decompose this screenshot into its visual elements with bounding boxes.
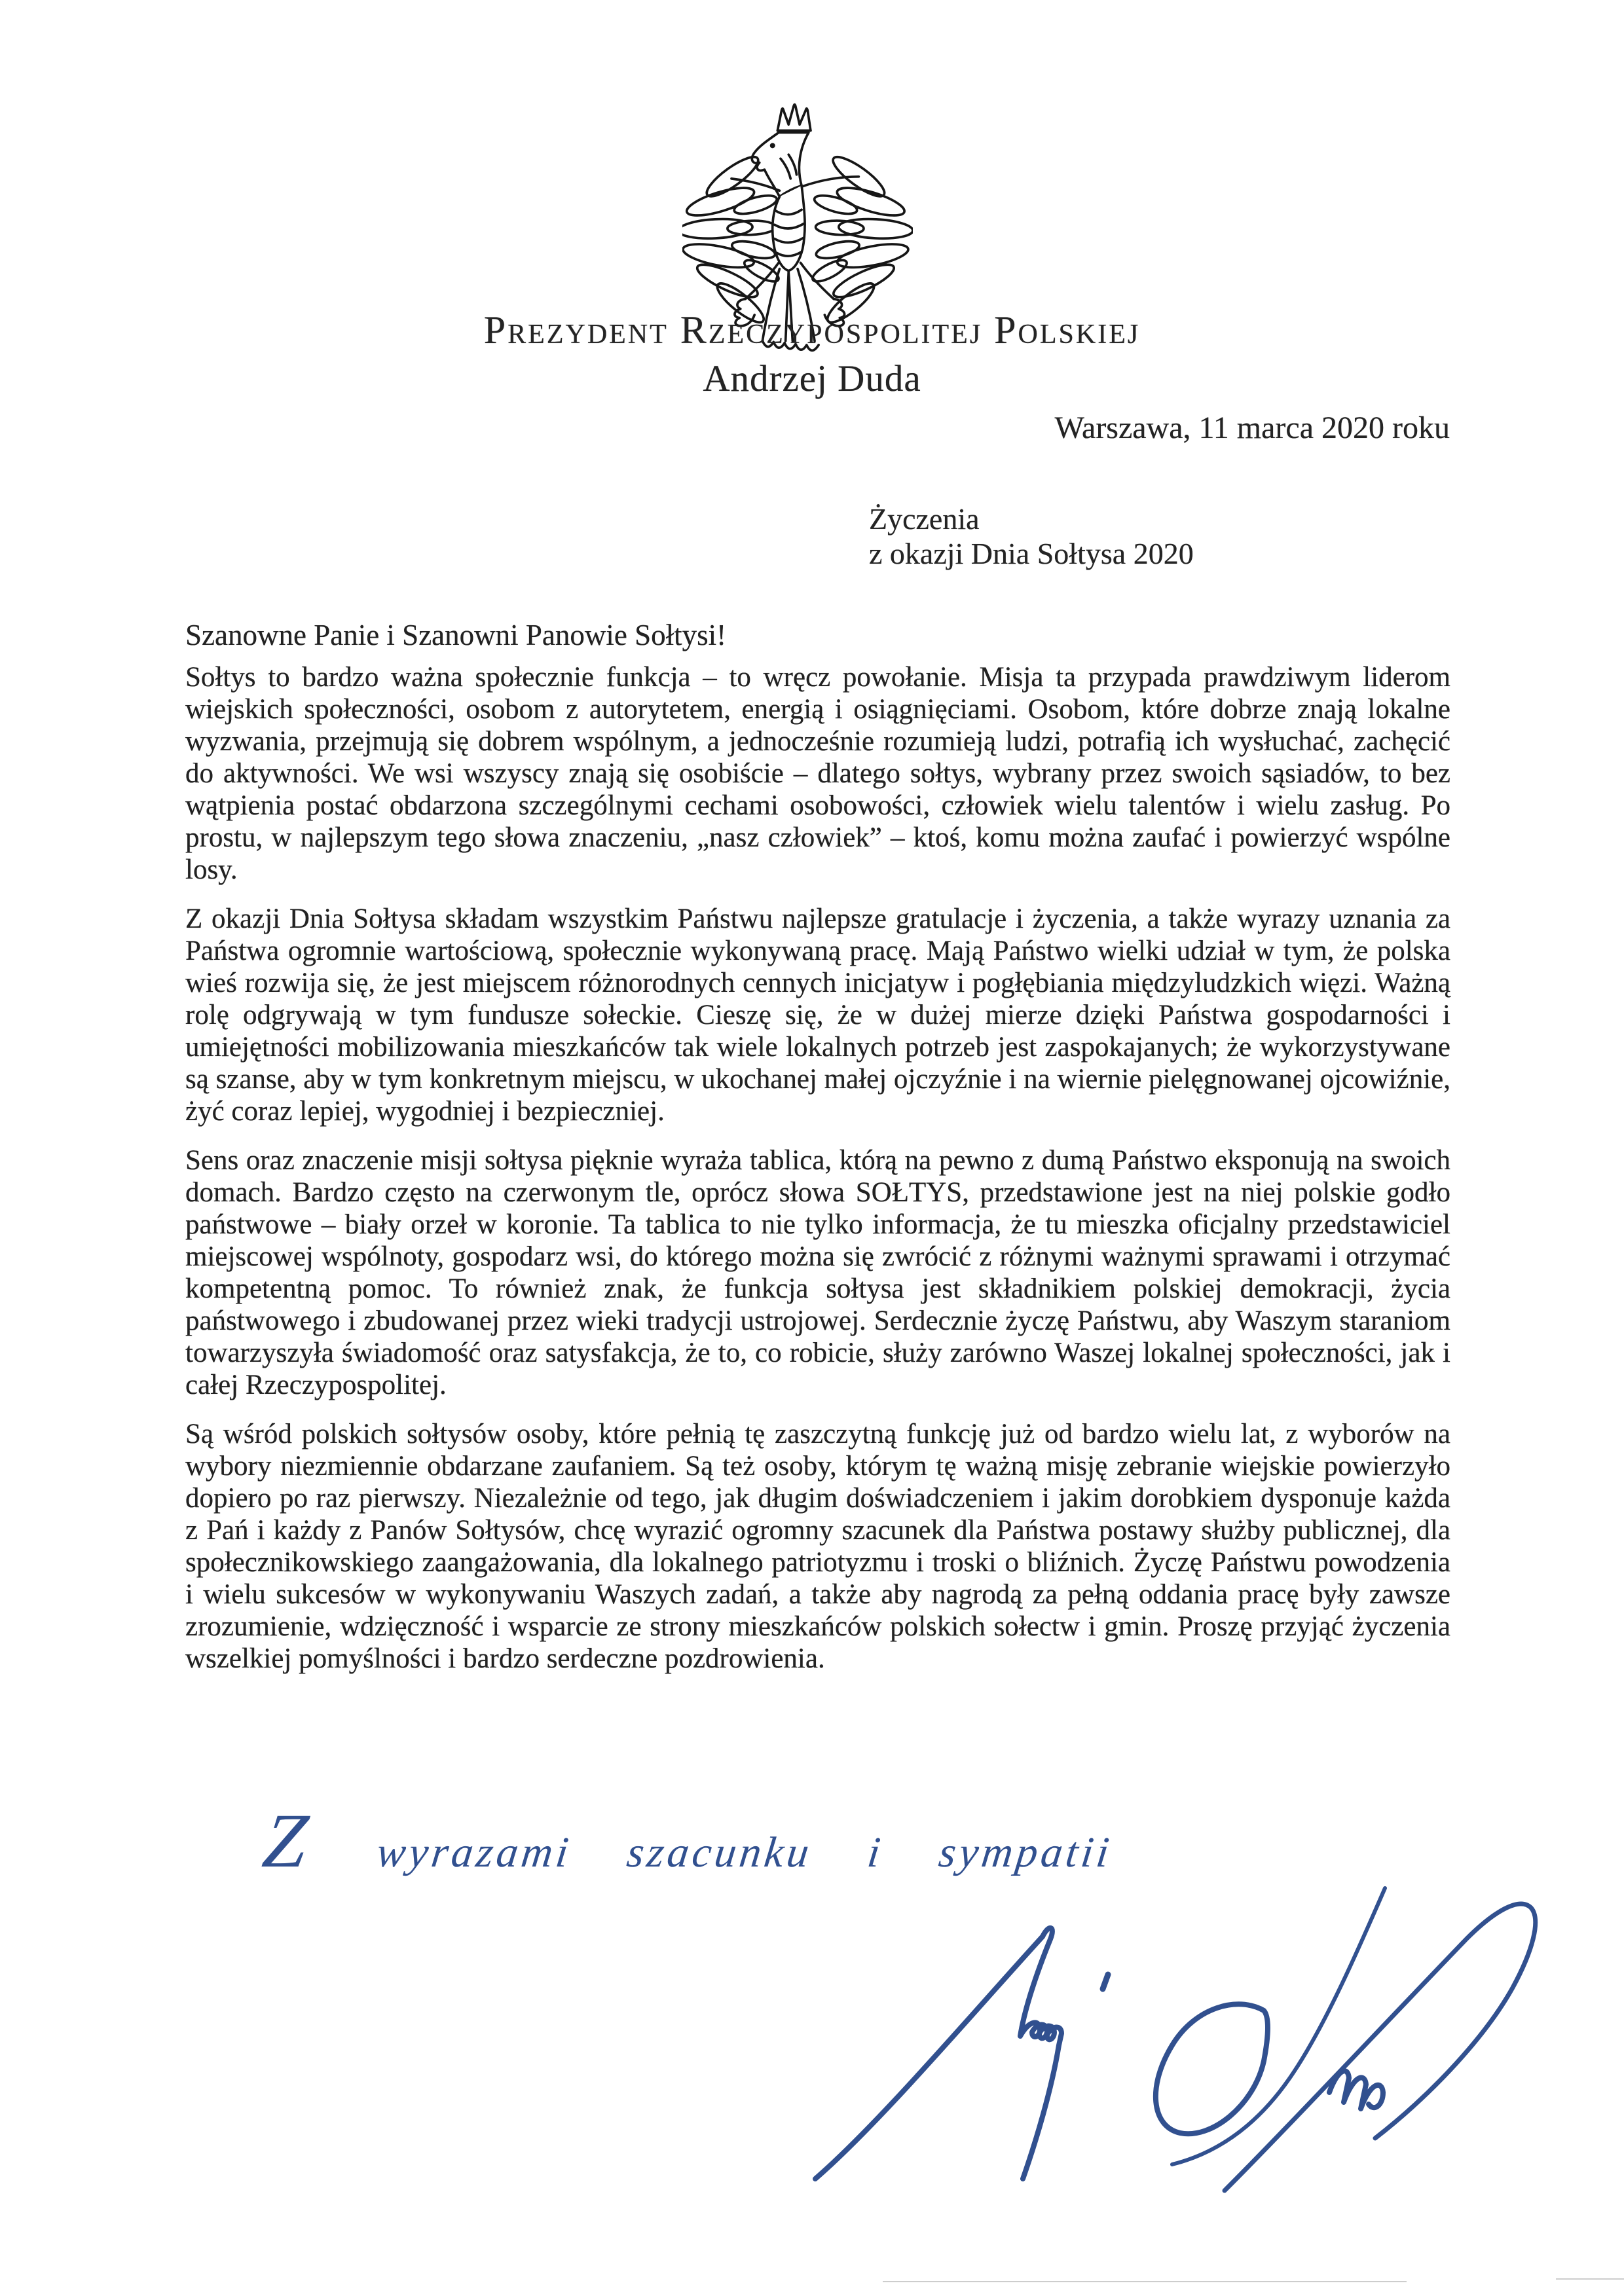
letter-paragraph-2: Z okazji Dnia Sołtysa składam wszystkim Państwu najlepsze gratulacje i życzenia, a także wyrazy uznania za Państwa ogromnie wartościową, społecznie wykonywaną pracę. Mają Państwo wielki udział w tym, że polska wieś rozwija się, że jest miejscem różnorodnych cennych inicjatyw i pogłębiania międzyludzkich więzi. Ważną rolę odgrywają w tym fundusze sołeckie. Cieszę się, że w dużej mierze dzięki Państwa gospodarności i umiejętności mobilizowania mieszkańców tak wiele lokalnych potrzeb jest zaspokajanych; że wykorzystywane są szanse, aby w tym konkretnym miejscu, w ukochanej małej ojczyźnie i na wiernie pielęgnowanej ojcowiźnie, żyć coraz lepiej, wygodniej i bezpieczniej. bbox=[185, 903, 1450, 1127]
place-and-date-line: Warszawa, 11 marca 2020 roku bbox=[1054, 410, 1450, 445]
letter-paragraph-3: Sens oraz znaczenie misji sołtysa pięknie wyraża tablica, którą na pewno z dumą Państwo eksponują na swoich domach. Bardzo często na czerwonym tle, oprócz słowa SOŁTYS, przedstawione jest na niej polskie godło państwowe – biały orzeł w koronie. Ta tablica to nie tylko informacja, że tu mieszka oficjalny przedstawiciel miejscowej wspólnoty, gospodarz wsi, do którego można się zwrócić z różnymi ważnymi sprawami i otrzymać kompetentną pomoc. To również znak, że funkcja sołtysa jest składnikiem polskiej demokracji, życia państwowego i zbudowanej przez wieki tradycji ustrojowej. Serdecznie życzę Państwu, aby Waszym staraniom towarzyszyła świadomość oraz satysfakcja, że to, co robicie, służy zarówno Waszej lokalnej społeczności, jak i całej Rzeczypospolitej. bbox=[185, 1145, 1450, 1400]
scan-artifact-line bbox=[883, 2281, 1407, 2282]
subject-line-2: z okazji Dnia Sołtysa 2020 bbox=[869, 537, 1194, 570]
signature-autograph-icon bbox=[805, 1874, 1545, 2246]
letter-subject bbox=[869, 501, 1194, 571]
letter-paragraph-1: Sołtys to bardzo ważna społecznie funkcja – to wręcz powołanie. Misja ta przypada prawdziwym liderom wiejskich społeczności, osobom z autorytetem, energią i osiągnięciami. Osobom, które dobrze znają lokalne wyzwania, przejmują się dobrem wspólnym, a jednocześnie rozumieją ludzi, potrafią ich wysłuchać, zachęcić do aktywności. We wsi wszyscy znają się osobiście – dlatego sołtys, wybrany przez swoich sąsiadów, to bez wątpienia postać obdarzona szczególnymi cechami osobowości, człowiek wielu talentów i wielu zasług. Po prostu, w najlepszym tego słowa znaczeniu, „nasz człowiek” – ktoś, komu można zaufać i powierzyć wspólne losy. bbox=[185, 662, 1450, 885]
letter-body bbox=[185, 661, 1450, 1675]
polish-eagle-emblem-icon bbox=[682, 96, 913, 402]
scan-artifact-line bbox=[1556, 2278, 1624, 2280]
salutation: Szanowne Panie i Szanowni Panowie Sołtysi! bbox=[185, 619, 727, 651]
subject-line-1: Życzenia bbox=[869, 502, 980, 536]
letter-paragraph-4: Są wśród polskich sołtysów osoby, które pełnią tę zaszczytną funkcję już od bardzo wielu lat, z wyborów na wybory niezmiennie obdarzane zaufaniem. Są też osoby, którym tę ważną misję zebranie wiejskie powierzyło dopiero po raz pierwszy. Niezależnie od tego, jak długim doświadczeniem i jakim dorobkiem dysponuje każda z Pań i każdy z Panów Sołtysów, chcę wyrazić ogromny szacunek dla Państwa postawy służby publicznej, dla społecznikowskiego zaangażowania, dla lokalnego patriotyzmu i troski o bliźnich. Życzę Państwu powodzenia i wielu sukcesów w wykonywaniu Waszych zadań, a także aby nagrodą za pełną oddania pracę były zawsze zrozumienie, wdzięczność i wsparcie ze strony mieszkańców polskich sołectw i gmin. Proszę przyjąć życzenia wszelkiej pomyślności i bardzo serdeczne pozdrowienia. bbox=[185, 1419, 1450, 1674]
handwritten-closing: Z wyrazami szacunku i sympatii bbox=[258, 1798, 1115, 1884]
letterhead-title: Prezydent Rzeczypospolitej Polskiej bbox=[483, 308, 1141, 352]
letterhead-name: Andrzej Duda bbox=[703, 358, 921, 399]
